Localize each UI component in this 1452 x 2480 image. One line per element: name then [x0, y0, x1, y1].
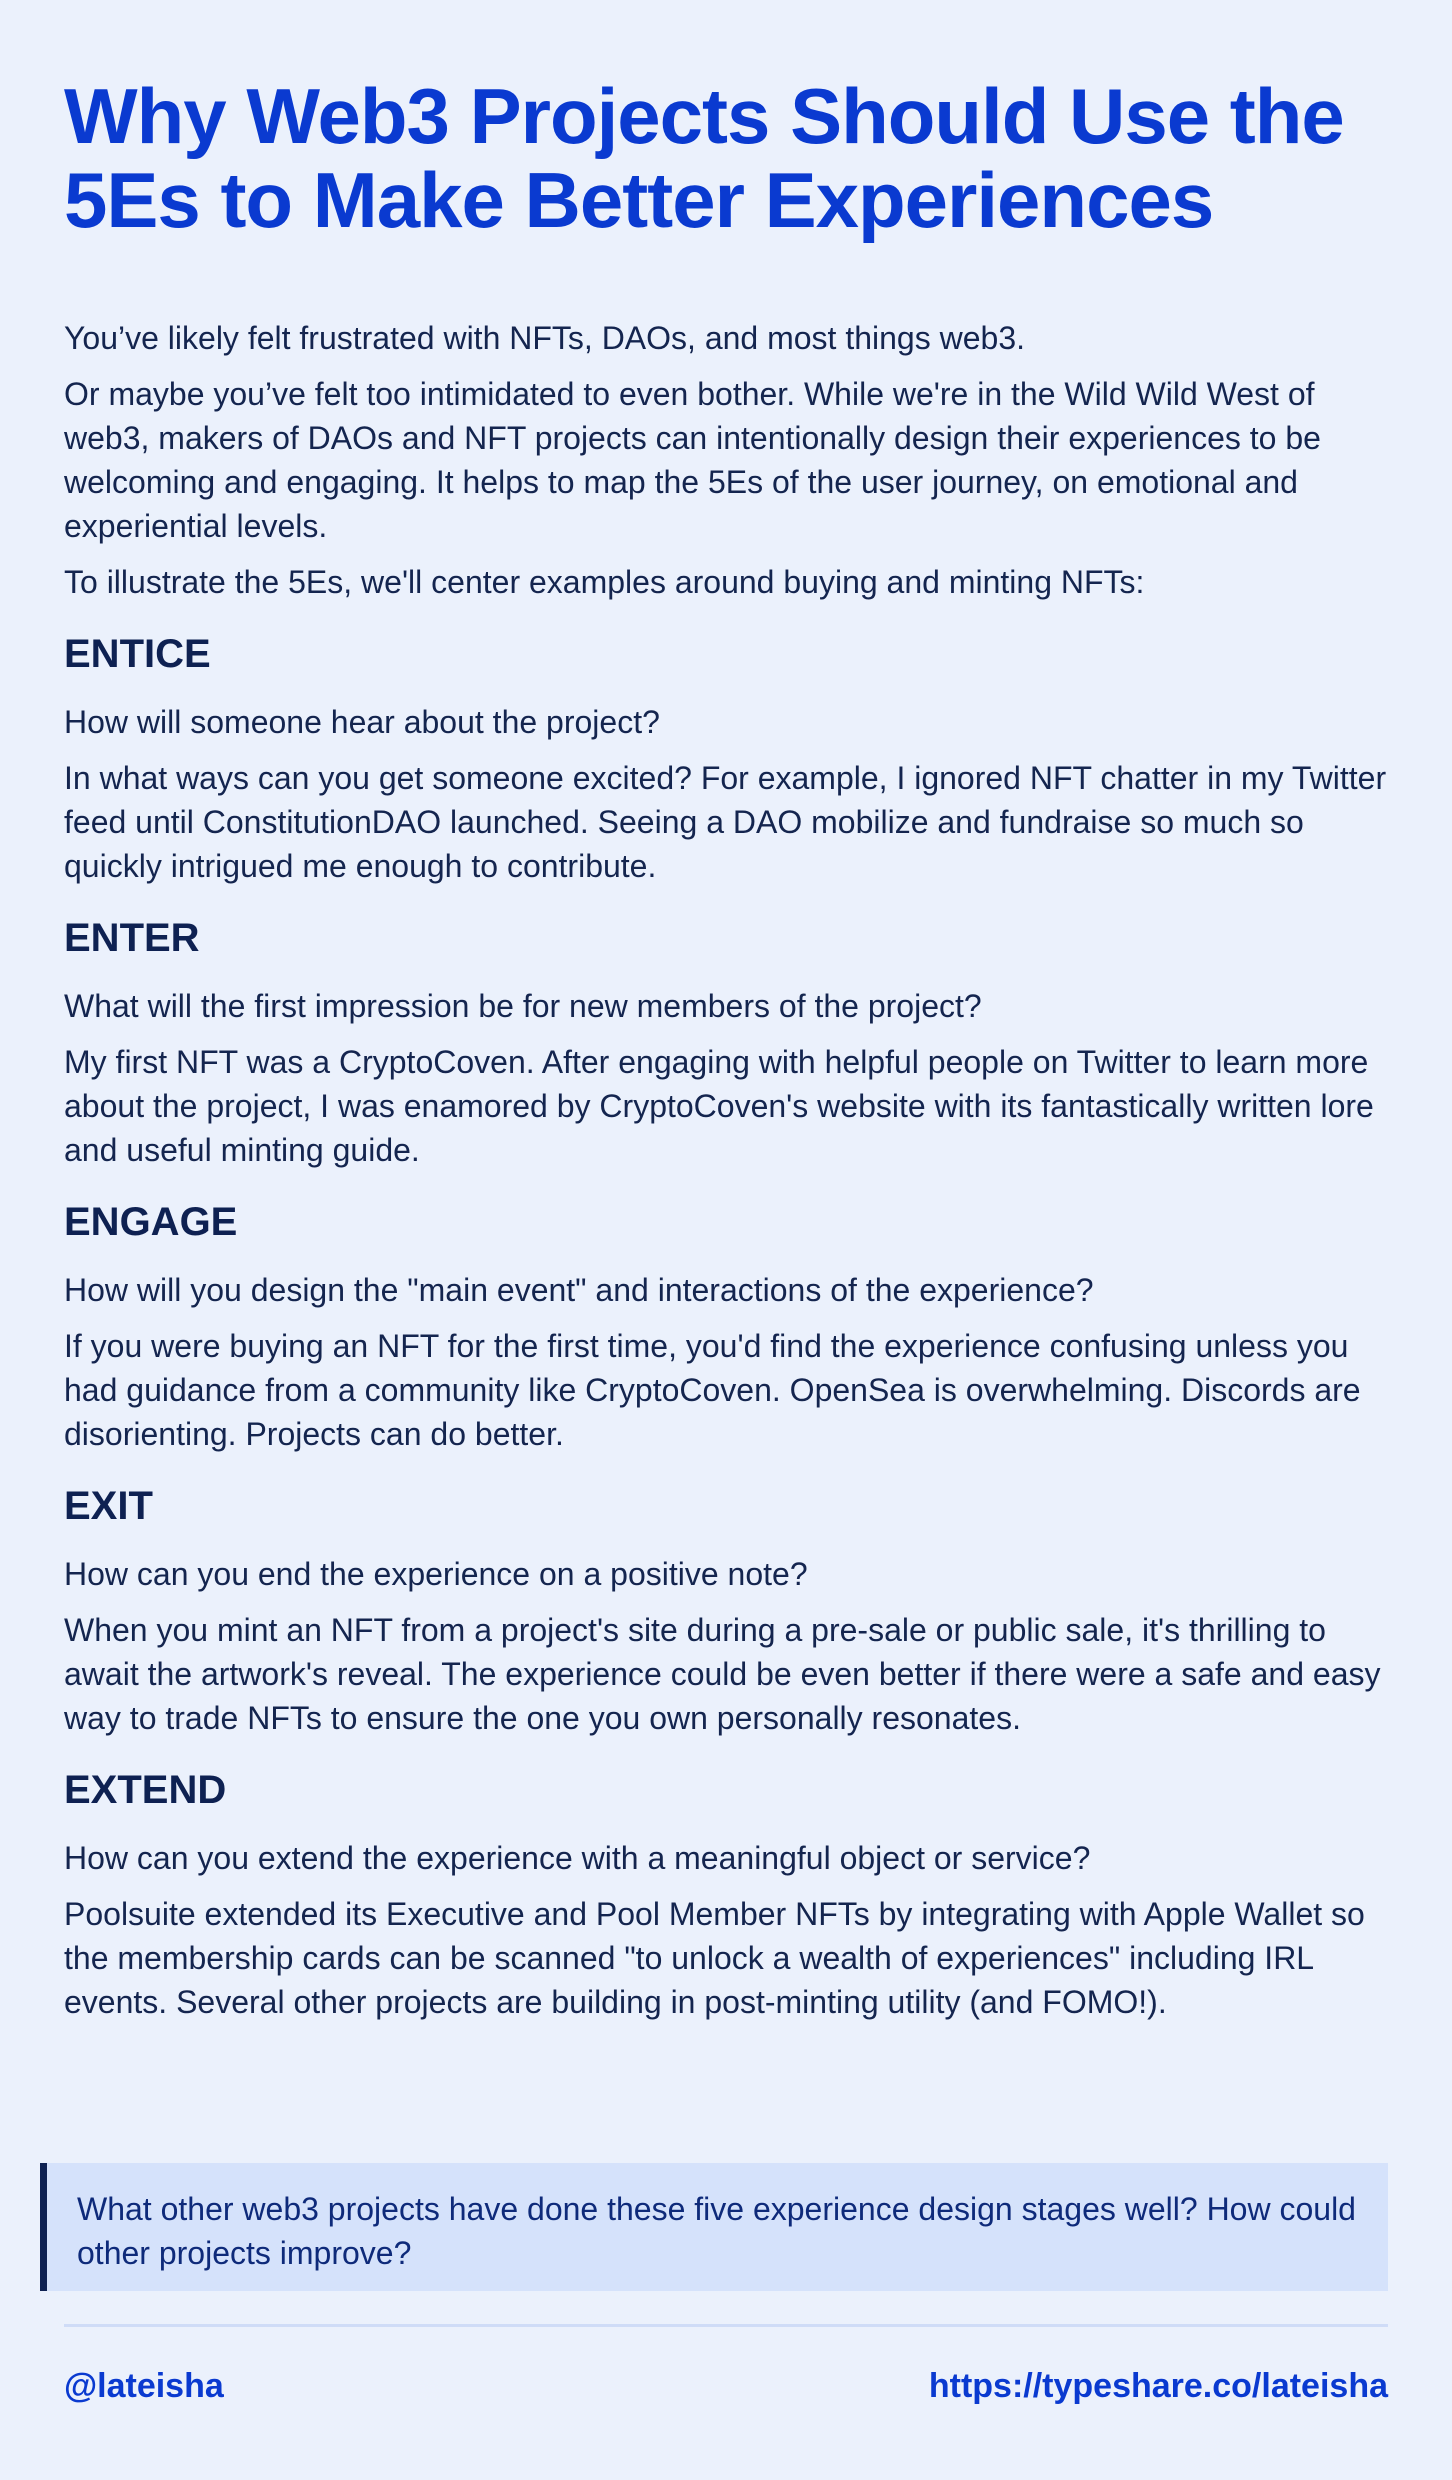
section-text-engage: If you were buying an NFT for the first time, you'd find the experience confusing unless you had guidance from a community like CryptoCoven. OpenSea is overwhelming. Discords are disorienting. Projects can do better.	[64, 1328, 1361, 1452]
callout-text: What other web3 projects have done these five experience design stages well? How could other projects improve?	[77, 2191, 1356, 2271]
article-body	[64, 316, 1394, 2036]
intro-paragraph-2: Or maybe you’ve felt too intimidated to even bother. While we're in the Wild Wild West of web3, makers of DAOs and NFT projects can intentionally design their experiences to be welcoming and engaging. It helps to map the 5Es of the user journey, on emotional and experiential levels.	[64, 376, 1321, 544]
section-question-enter: What will the first impression be for new members of the project?	[64, 988, 982, 1024]
section-question-extend: How can you extend the experience with a meaningful object or service?	[64, 1840, 1091, 1876]
intro-paragraph-1: You’ve likely felt frustrated with NFTs, DAOs, and most things web3.	[64, 320, 1025, 356]
section-heading-exit: EXIT	[64, 1484, 153, 1528]
author-url-link[interactable]: https://typeshare.co/lateisha	[928, 2367, 1388, 2405]
section-heading-extend: EXTEND	[64, 1768, 227, 1812]
section-text-enter: My first NFT was a CryptoCoven. After engaging with helpful people on Twitter to learn more about the project, I was enamored by CryptoCoven's website with its fantastically written lore and useful minting guide.	[64, 1044, 1374, 1168]
section-question-exit: How can you end the experience on a positive note?	[64, 1556, 808, 1592]
section-heading-enter: ENTER	[64, 916, 200, 960]
section-text-exit: When you mint an NFT from a project's site during a pre-sale or public sale, it's thrilling to await the artwork's reveal. The experience could be even better if there were a safe and easy way to trade NFTs to ensure the one you own personally resonates.	[64, 1612, 1381, 1736]
intro-paragraph-3: To illustrate the 5Es, we'll center examples around buying and minting NFTs:	[64, 564, 1145, 600]
author-handle-link[interactable]: @lateisha	[64, 2367, 224, 2405]
section-heading-entice: ENTICE	[64, 632, 211, 676]
page-title: Why Web3 Projects Should Use the 5Es to Make Better Experiences	[64, 72, 1344, 244]
section-question-engage: How will you design the "main event" and interactions of the experience?	[64, 1272, 1094, 1308]
section-question-entice: How will someone hear about the project?	[64, 704, 660, 740]
section-heading-engage: ENGAGE	[64, 1200, 238, 1244]
section-text-extend: Poolsuite extended its Executive and Pool Member NFTs by integrating with Apple Wallet so the membership cards can be scanned "to unlock a wealth of experiences" including IRL events. Several other projects are building in post-minting utility (and FOMO!).	[64, 1896, 1365, 2020]
footer-divider	[64, 2324, 1388, 2327]
section-text-entice: In what ways can you get someone excited? For example, I ignored NFT chatter in my Twitter feed until ConstitutionDAO launched. Seeing a DAO mobilize and fundraise so much so quickly intrigued me enough to contribute.	[64, 760, 1387, 884]
callout-box	[40, 2163, 1388, 2291]
